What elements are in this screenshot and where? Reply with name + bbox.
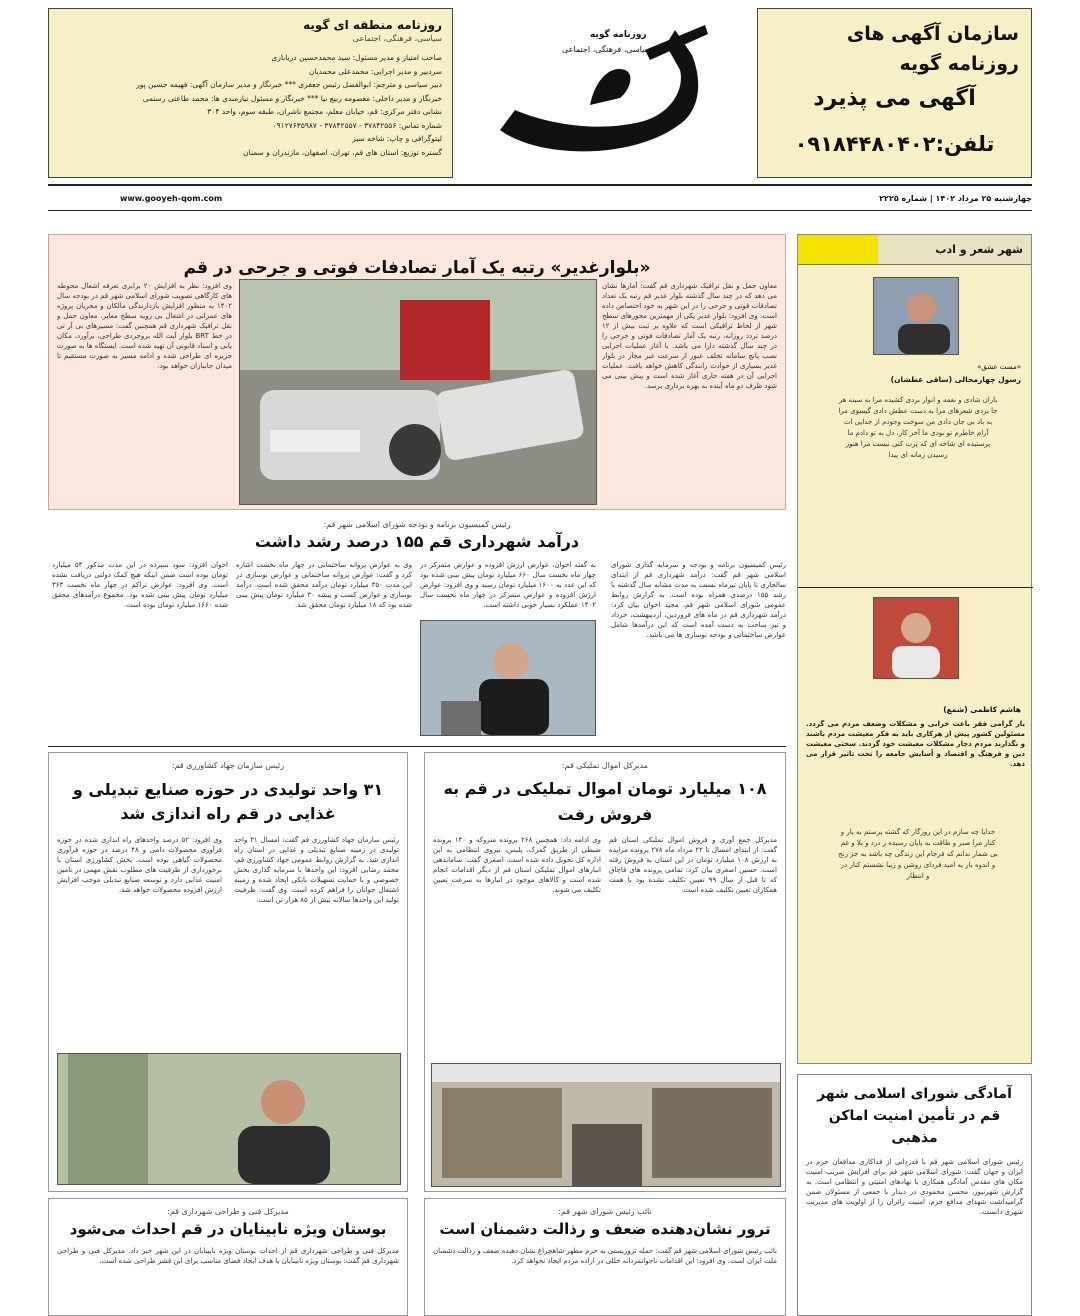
agri-headline: ۳۱ واحد تولیدی در حوزه صنایع تبدیلی و غذایی در قم راه اندازی شد bbox=[72, 780, 384, 823]
revenue-col-3: وی به عوارض پروانه ساختمانی در چهار ماه نخست اشاره کرد و گفت: عوارض پروانه ساختمانی و عوارض نوسازی در این مدت ۳۵۰ میلیارد تومان درآمد محقق شده است. درآمد نوسازی و عوارض کسب و پیشه ۳۰ میلیارد تومان پیش بینی شده بود که ۱۸ میلیارد تومان محقق شد. bbox=[236, 561, 412, 609]
poetry-sidebar bbox=[797, 234, 1032, 1064]
park-kicker: مدیرکل فنی و طراحی شهرداری قم: bbox=[167, 1207, 289, 1216]
publisher-title: روزنامه منطقه ای گویه bbox=[303, 18, 442, 32]
poet-2-portrait-art bbox=[874, 598, 958, 678]
poem-1-text: باران شادی و نغمه و انوار بردی کشیده مرا به سینه هر جا بردی شعرهای مرا به دست عطش دادی گیسوی مرا به باد بی جان دادی من سوخت وجودم از جدایی ات آرام خاطرم تو بودی ما آخر کار، دل به تو دادم ما پرستیده ای شاخه ای که پرت کنی نیست مرا هنوز رسیدن زمانه ای پیدا bbox=[838, 396, 998, 459]
agri-portrait-art bbox=[58, 1054, 400, 1184]
auction-story bbox=[424, 752, 786, 1192]
park-headline: بوستان ویژه نابینایان در قم احداث می‌شود bbox=[69, 1220, 387, 1238]
auction-photo bbox=[431, 1063, 781, 1187]
agri-col-2: وی افزود: ۵۲ درصد واحدهای راه اندازی شده در حوزه فرآوری محصولات دامی و ۴۸ درصد در حوزه فرآوری محصولات گیاهی بوده است. بخش کشاورزی استان با برخورداری از ظرفیت های مطلوب نقش مهمی در تامین امنیت غذایی دارد و توسعه صنایع تبدیلی موجب افزایش ارزش افزوده محصولات خواهد شد. bbox=[57, 836, 222, 894]
logo bbox=[470, 10, 740, 175]
warehouse-photo-art bbox=[432, 1064, 780, 1186]
accident-photo-art bbox=[240, 280, 596, 504]
agri-photo bbox=[57, 1053, 401, 1185]
council-story bbox=[797, 1074, 1032, 1316]
dateline: چهارشنبه ۲۵ مرداد ۱۴۰۲ | شماره ۲۲۲۵ bbox=[879, 194, 1032, 203]
masthead-rule bbox=[48, 184, 1032, 186]
sidebar-accent bbox=[798, 235, 878, 264]
publisher-line: نشانی دفتر مرکزی: قم، خیابان معلم، مجتمع ناشران، طبقه سوم، واحد ۳۰۴ bbox=[207, 107, 442, 116]
sidebar-title: شهر شعر و ادب bbox=[878, 235, 1031, 264]
ads-title: سازمان آگهی های روزنامه گویه bbox=[846, 23, 1019, 75]
poet-photo-2 bbox=[873, 597, 959, 679]
dateline-rule bbox=[48, 210, 1032, 211]
poet-photo-1 bbox=[873, 277, 959, 355]
publisher-subtitle: سیاسی، فرهنگی، اجتماعی bbox=[352, 34, 442, 43]
publisher-line: صاحب امتیاز و مدیر مسئول: سید محمدحسین دریاباری bbox=[271, 53, 442, 62]
revenue-headline: درآمد شهرداری قم ۱۵۵ درصد رشد داشت bbox=[254, 532, 580, 551]
lead-col-right: معاون حمل و نقل ترافیک شهرداری قم گفت: آمارها نشان می دهد که در چند سال گذشته بلوار غدیر قم رتبه یک تعداد تصادفات فوتی و جرحی را در این شهر به خود اختصاص داده است. وی افزود: بلوار غدیر یکی از مهمترین محورهای سطح شهر از لحاظ ترافیکی است که علاوه بر ثبت بیش از ۱۲ درصد تردد روزانه، رتبه یک آمار تصادفات فوتی و جرحی را در چند سال گذشته دارا می باشد. با آغاز عملیات اجرایی نصب پانچ سامانه تخلف عبور از سرعت غیر مجاز در بلوار غدیر بسیاری از حوادث رانندگی کاهش خواهد یافت. عملیات اجرایی آن در هفته جاری آغاز شده است و پیش بینی می شود ظرف دو ماه آینده به بهره برداری برسد. bbox=[602, 282, 777, 390]
poem-1-author: رسول چهارمحالی (ساقی عطشان) bbox=[890, 375, 1021, 384]
park-text: مدیرکل فنی و طراحی شهرداری قم از احداث بوستان ویژه نابینایان در این شهر خبر داد. مدیرکل فنی و طراحی شهرداری قم گفت: بوستان ویژه نابینایان با هدف ایجاد فضای مناسب برای این قشر طراحی شده است. bbox=[57, 1247, 399, 1265]
poem-rule-1 bbox=[798, 587, 1033, 588]
ads-phone: تلفن:۰۹۱۸۴۴۸۰۴۰۲ bbox=[794, 132, 995, 156]
revenue-col-4: اخوان افزود: سود سپرده در این مدت مذکور ۵۴ میلیارد تومان بوده است ضمن اینکه هیچ کمک دولتی دریافت نشده است. وی افزود: عوارض تراکم در چهار ماه نخست ۳۶۳ میلیارد تومان پیش بینی شده بود. مجموع درآمدهای محقق شده ۱۶۶۰ میلیارد تومان بوده است. bbox=[52, 561, 228, 609]
sidebar-header bbox=[798, 235, 1031, 265]
lead-col-left: وی افزود: نظر به افزایش ۲۰ برابری تعرفه اشغال محوطه های کارگاهی تصویب شورای اسلامی شهر قم در بودجه سال ۱۴۰۲ به منظور افزایش بازدارندگی مالکان و مجریان پروژه های عمرانی در اشغال بی رویه سطح معابر. معاون حمل و نقل ترافیک شهرداری قم همچنین گفت: مسیرهای بی آر تی در خط BRT بلوار آیت الله بروجردی طراحی، برآورد، مکان یابی و اسناد قانونی آن تهیه شده است. ایستگاه ها به صورت جزیره ای طراحی شده و ادامه مسیر به صورت مستقیم تا میدان جانبازان خواهد بود. bbox=[57, 282, 232, 370]
auction-headline: ۱۰۸ میلیارد تومان اموال تملیکی در قم به فروش رفت bbox=[443, 779, 767, 824]
website-link[interactable]: www.gooyeh-qom.com bbox=[120, 194, 223, 203]
revenue-story bbox=[48, 516, 786, 742]
agri-story bbox=[48, 752, 408, 1192]
lead-photo bbox=[239, 279, 597, 505]
ads-subtitle: آگهی می پذیرد bbox=[813, 86, 976, 111]
publisher-line: خبرنگار و مدیر داخلی: معصومه ربیع نیا *** خبرنگار و مسئول نیازمندی ها: محمد طاعتی رستمی bbox=[142, 93, 442, 103]
terror-text: نائب رئیس شورای اسلامی شهر قم گفت: حمله تروریستی به حرم مطهر شاهچراغ نشان دهنده ضعف و رذالت دشمنان ملت ایران است. وی افزود: این اقدامات ناجوانمردانه خللی در اراده مردم ایجاد نخواهد کرد. bbox=[433, 1247, 777, 1265]
council-text: رئیس شورای اسلامی شهر قم با قدردانی از فداکاری مدافعان حرم در ایران و جهان گفت: شورای اسلامی شهر قم برای افزایش ضریب امنیت مکان های مقدس آمادگی همکاری با نهادهای امنیتی و انتظامی است. به گزارش شهرنیوز، محسن محمودی در دیدار با جمعی از مسئولان ضمن گرامیداشت شهدای مدافع حرم، امنیت زائران را از اولویت های مدیریت شهری دانست. bbox=[806, 1158, 1023, 1216]
auction-col-1: مدیرکل جمع آوری و فروش اموال تملیکی استان قم گفت: از ابتدای امسال تا ۲۲ مرداد ماه ۲۷۸ پرونده مزایده به ارزش ۱۰۸ میلیارد تومان در این استان به فروش رفته است. حسین اصغری بیان کرد: تمامی پرونده های قاچاق که تا قبل از سال ۹۹ تعیین تکلیف نشده بود با همت همکاران تعیین تکلیف شده است. bbox=[609, 836, 777, 894]
terror-headline: ترور نشان‌دهنده ضعف و رذالت دشمنان است bbox=[439, 1220, 771, 1238]
auction-col-2: وی ادامه داد: همچنین ۲۶۸ پرونده متروکه و ۱۴۰ پرونده ضبطی از طریق گمرک، پلیس، نیروی انتظامی به این اداره کل تحویل داده شده است. اصغری گفت: ساماندهی انبارهای اموال تملیکی استان قم از دیگر اقدامات انجام شده است و کالاهای موجود در انبارها به سرعت تعیین تکلیف می شوند. bbox=[433, 836, 601, 894]
publisher-line: گستره توزیع: استان های قم، تهران، اصفهان، مازندران و سمنان bbox=[243, 147, 442, 157]
lead-headline: «بلوارغدیر» رتبه یک آمار تصادفات فوتی و جرحی در قم bbox=[183, 258, 651, 278]
poet-1-portrait-art bbox=[874, 278, 958, 354]
park-story bbox=[48, 1198, 408, 1316]
poem-2-author: هاشم کاظمی (شمع) bbox=[943, 705, 1021, 714]
publisher-line: شماره تماس: ۳۷۸۴۲۵۵۶ - ۳۷۸۴۲۵۵۷ - ۰۹۱۲۷۶۳۵۹۸۷ bbox=[272, 120, 442, 130]
auction-kicker: مدیرکل اموال تملیکی قم: bbox=[561, 761, 649, 770]
publisher-line: سردبیر و مدیر اجرایی: محمدعلی محمدیان bbox=[308, 66, 442, 76]
official-portrait-art bbox=[421, 621, 595, 735]
section-rule bbox=[48, 746, 786, 747]
poem-3-text: خدایا چه سازم در این روزگار که گشته پرستم به یار و کنار مرا صبر و طاقت به پایان رسیده ز درد و بلا و غم بی شمار ندانم که فرجام این زندگی چه باشد به جز رنج و اندوه بار به امید فردای روشن و زیبا نشستم کنار در و انتظار bbox=[838, 828, 998, 880]
council-headline: آمادگی شورای اسلامی شهر قم در تأمین امنیت اماکن مذهبی bbox=[817, 1086, 1012, 1146]
logo-tag-1: روزنامه گویه bbox=[590, 30, 647, 40]
revenue-col-2: به گفته اخوان، عوارض ارزش افزوده و عوارض متمرکز در چهار ماه نخست سال ۶۶۰ میلیارد تومان پیش بینی شده بود که این عدد به ۱۶۰۰ میلیارد تومان رسید و وی افزود: عوارض ارزش افزوده و عوارض متمرکز در چهار ماه نخست سال ۱۴۰۲ عملکرد بسیار خوبی داشته است. bbox=[420, 561, 596, 609]
revenue-kicker: رئیس کمیسیون برنامه و بودجه شورای اسلامی شهر قم: bbox=[323, 520, 511, 529]
poem-1-title: «مست عشق» bbox=[977, 363, 1021, 371]
terror-story bbox=[424, 1198, 786, 1316]
agri-kicker: رئیس سازمان جهاد کشاورزی قم: bbox=[171, 761, 285, 770]
revenue-col-1: رئیس کمیسیون برنامه و بودجه و سرمایه گذاری شورای اسلامی شهر قم گفت: درآمد شهرداری قم از ابتدای سالجاری تا پایان تیرماه نسبت به مدت مشابه سال گذشته با رشد ۱۵۵ درصدی همراه بوده است. به گزارش روابط عمومی شورای اسلامی شهر قم، مجید اخوان بیان کرد: درآمد شهرداری قم در ماه های فروردین، اردیبهشت، خرداد و تیر ساخت به دست آمده است که این درآمدها شامل عوارض ساختمانی و بودجه نوسازی ها می باشد. bbox=[611, 561, 786, 639]
revenue-photo bbox=[420, 620, 596, 736]
publisher-line: دبیر سیاسی و مترجم: ابوالفضل رئیس جعفری *** خبرنگار و مدیر سازمان آگهی: فهیمه حسین پور bbox=[136, 80, 442, 89]
logo-tag-2: سیاسی، فرهنگی، اجتماعی bbox=[562, 45, 652, 54]
ads-box bbox=[757, 8, 1032, 178]
agri-col-1: رئیس سازمان جهاد کشاورزی قم گفت: امسال ۳۱ واحد تولیدی در زمینه صنایع تبدیلی و غذایی در استان راه اندازی شد. به گزارش روابط عمومی جهاد کشاورزی قم، محمد رضایی افزود: این واحدها با سرمایه گذاری بخش خصوصی و با حمایت تسهیلات بانکی ایجاد شده و زمینه اشتغال جوانان را فراهم کرده است. وی گفت: ظرفیت تولید این واحدها سالانه بیش از ۸۵ هزار تن است. bbox=[234, 836, 399, 904]
terror-kicker: نائب رئیس شورای شهر قم: bbox=[558, 1207, 652, 1216]
lead-story bbox=[48, 234, 786, 510]
publisher-line: لیتوگرافی و چاپ: شاخه سبز bbox=[352, 134, 442, 143]
publisher-lines bbox=[59, 51, 442, 159]
publisher-info-box bbox=[48, 8, 453, 178]
poem-2-text: یار گرامی فقر باعث خرابی و مشکلات وضعف مردم می گردد. مسئولین کشور پیش از هرکاری باید به فکر معیشت مردم باشند و نگذارند مردم دچار مشکلات معیشت خود گردند. سختی معیشت دین و فرهنگ و اقتصاد و آسایش جامعه را تحت تاثیر قرار می دهد. bbox=[806, 720, 1025, 768]
